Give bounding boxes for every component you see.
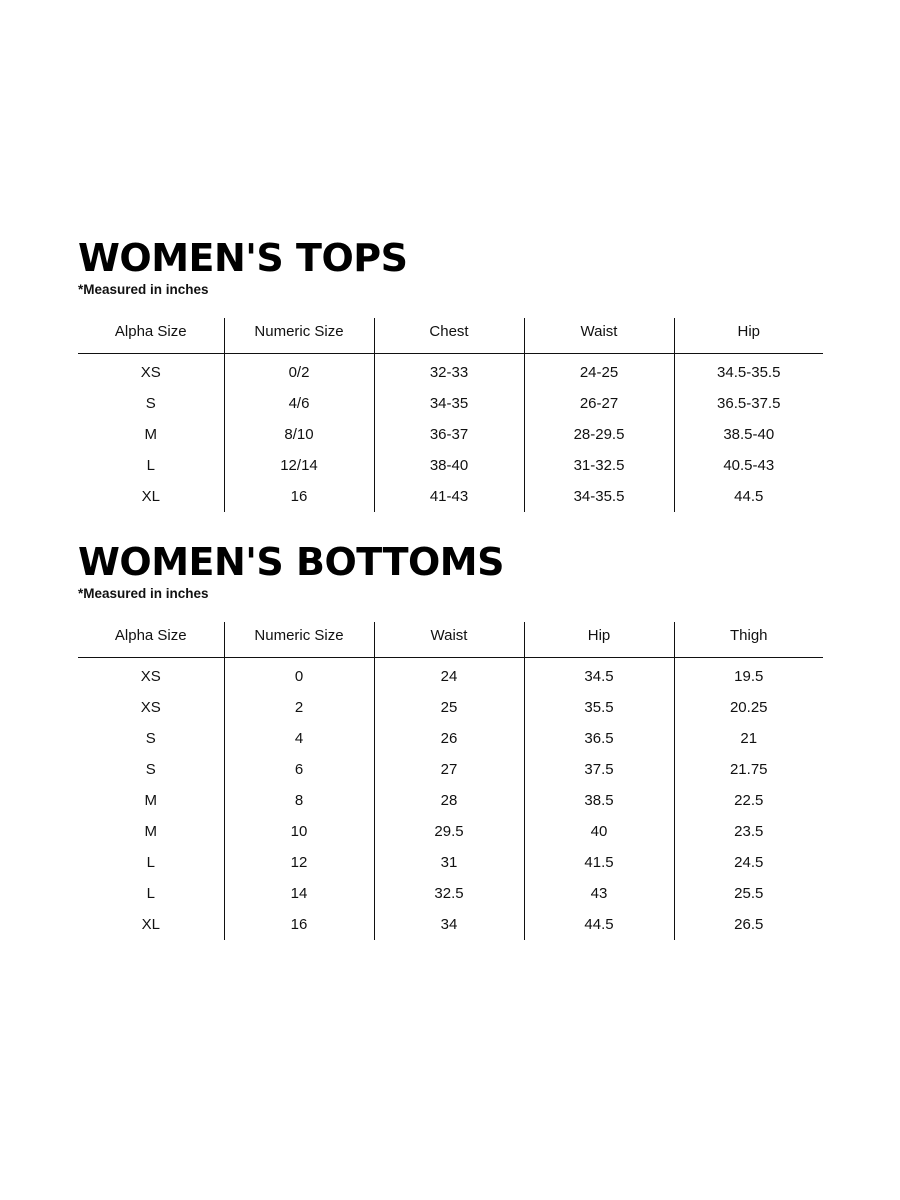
column-header-alpha-size: Alpha Size — [114, 322, 187, 340]
measurement-note-tops: *Measured in inches — [78, 282, 209, 297]
cell-numeric-size: 8/10 — [224, 419, 374, 450]
cell-alpha-size: XS — [140, 668, 161, 685]
cell-numeric-size: 16 — [224, 909, 374, 940]
cell-waist: 31-32.5 — [524, 450, 674, 481]
cell-waist: 25 — [374, 692, 524, 723]
cell-waist: 26 — [374, 723, 524, 754]
cell-chest: 38-40 — [374, 450, 524, 481]
cell-waist: 29.5 — [374, 816, 524, 847]
cell-thigh: 25.5 — [674, 878, 823, 909]
cell-numeric-size: 0/2 — [224, 354, 374, 389]
cell-hip: 38.5-40 — [674, 419, 823, 450]
table-header-bottoms — [78, 622, 823, 658]
table-row — [78, 878, 823, 909]
table-row — [78, 388, 823, 419]
cell-waist: 24-25 — [524, 354, 674, 389]
cell-hip: 36.5 — [524, 723, 674, 754]
cell-hip: 43 — [524, 878, 674, 909]
cell-chest: 34-35 — [374, 388, 524, 419]
cell-waist: 24 — [374, 658, 524, 693]
cell-thigh: 20.25 — [674, 692, 823, 723]
table-row — [78, 847, 823, 878]
column-header-alpha-size: Alpha Size — [114, 626, 187, 644]
section-womens-tops — [78, 236, 823, 512]
cell-alpha-size: XS — [140, 364, 161, 381]
cell-waist: 34-35.5 — [524, 481, 674, 512]
table-header-tops — [78, 318, 823, 354]
cell-thigh: 22.5 — [674, 785, 823, 816]
column-header-hip: Hip — [524, 622, 674, 658]
cell-hip: 34.5 — [524, 658, 674, 693]
cell-numeric-size: 4 — [224, 723, 374, 754]
cell-alpha-size: XS — [140, 699, 161, 716]
section-womens-bottoms — [78, 540, 823, 940]
cell-numeric-size: 4/6 — [224, 388, 374, 419]
cell-hip: 40.5-43 — [674, 450, 823, 481]
cell-hip: 41.5 — [524, 847, 674, 878]
cell-hip: 35.5 — [524, 692, 674, 723]
cell-alpha-size: XL — [141, 488, 160, 505]
cell-numeric-size: 0 — [224, 658, 374, 693]
cell-hip: 37.5 — [524, 754, 674, 785]
cell-alpha-size: M — [144, 426, 157, 443]
cell-thigh: 24.5 — [674, 847, 823, 878]
cell-thigh: 21.75 — [674, 754, 823, 785]
cell-numeric-size: 14 — [224, 878, 374, 909]
column-header-chest: Chest — [374, 318, 524, 354]
column-header-numeric-size: Numeric Size — [224, 622, 374, 658]
table-body-bottoms — [78, 658, 823, 941]
cell-waist: 26-27 — [524, 388, 674, 419]
cell-numeric-size: 12/14 — [224, 450, 374, 481]
page-title-womens-tops: WOMEN'S TOPS — [78, 236, 408, 280]
cell-thigh: 19.5 — [674, 658, 823, 693]
cell-alpha-size: XL — [141, 916, 160, 933]
cell-chest: 32-33 — [374, 354, 524, 389]
cell-waist: 28-29.5 — [524, 419, 674, 450]
table-row — [78, 723, 823, 754]
cell-waist: 31 — [374, 847, 524, 878]
table-row — [78, 481, 823, 512]
table-row — [78, 816, 823, 847]
cell-numeric-size: 10 — [224, 816, 374, 847]
table-header-row — [78, 622, 823, 658]
table-row — [78, 354, 823, 389]
cell-alpha-size: L — [146, 885, 155, 902]
table-row — [78, 692, 823, 723]
column-header-numeric-size: Numeric Size — [224, 318, 374, 354]
cell-alpha-size: L — [146, 457, 155, 474]
table-row — [78, 785, 823, 816]
cell-hip: 44.5 — [674, 481, 823, 512]
cell-numeric-size: 6 — [224, 754, 374, 785]
column-header-hip: Hip — [674, 318, 823, 354]
cell-waist: 28 — [374, 785, 524, 816]
cell-numeric-size: 8 — [224, 785, 374, 816]
cell-waist: 34 — [374, 909, 524, 940]
column-header-thigh: Thigh — [674, 622, 823, 658]
table-row — [78, 450, 823, 481]
size-table-womens-bottoms — [78, 622, 823, 940]
column-header-waist: Waist — [374, 622, 524, 658]
cell-numeric-size: 2 — [224, 692, 374, 723]
cell-hip: 36.5-37.5 — [674, 388, 823, 419]
cell-hip: 38.5 — [524, 785, 674, 816]
measurement-note-bottoms: *Measured in inches — [78, 586, 209, 601]
size-table-womens-tops — [78, 318, 823, 512]
cell-alpha-size: M — [144, 823, 157, 840]
cell-alpha-size: M — [144, 792, 157, 809]
table-body-tops — [78, 354, 823, 513]
cell-thigh: 26.5 — [674, 909, 823, 940]
page-title-womens-bottoms: WOMEN'S BOTTOMS — [78, 540, 504, 584]
cell-hip: 40 — [524, 816, 674, 847]
cell-waist: 27 — [374, 754, 524, 785]
cell-hip: 34.5-35.5 — [674, 354, 823, 389]
cell-thigh: 21 — [674, 723, 823, 754]
cell-alpha-size: L — [146, 854, 155, 871]
column-header-waist: Waist — [524, 318, 674, 354]
table-row — [78, 754, 823, 785]
cell-chest: 36-37 — [374, 419, 524, 450]
table-header-row — [78, 318, 823, 354]
cell-thigh: 23.5 — [674, 816, 823, 847]
cell-numeric-size: 12 — [224, 847, 374, 878]
cell-alpha-size: S — [145, 395, 156, 412]
table-row — [78, 658, 823, 693]
table-row — [78, 419, 823, 450]
cell-numeric-size: 16 — [224, 481, 374, 512]
cell-hip: 44.5 — [524, 909, 674, 940]
cell-chest: 41-43 — [374, 481, 524, 512]
cell-alpha-size: S — [145, 730, 156, 747]
cell-alpha-size: S — [145, 761, 156, 778]
table-row — [78, 909, 823, 940]
cell-waist: 32.5 — [374, 878, 524, 909]
